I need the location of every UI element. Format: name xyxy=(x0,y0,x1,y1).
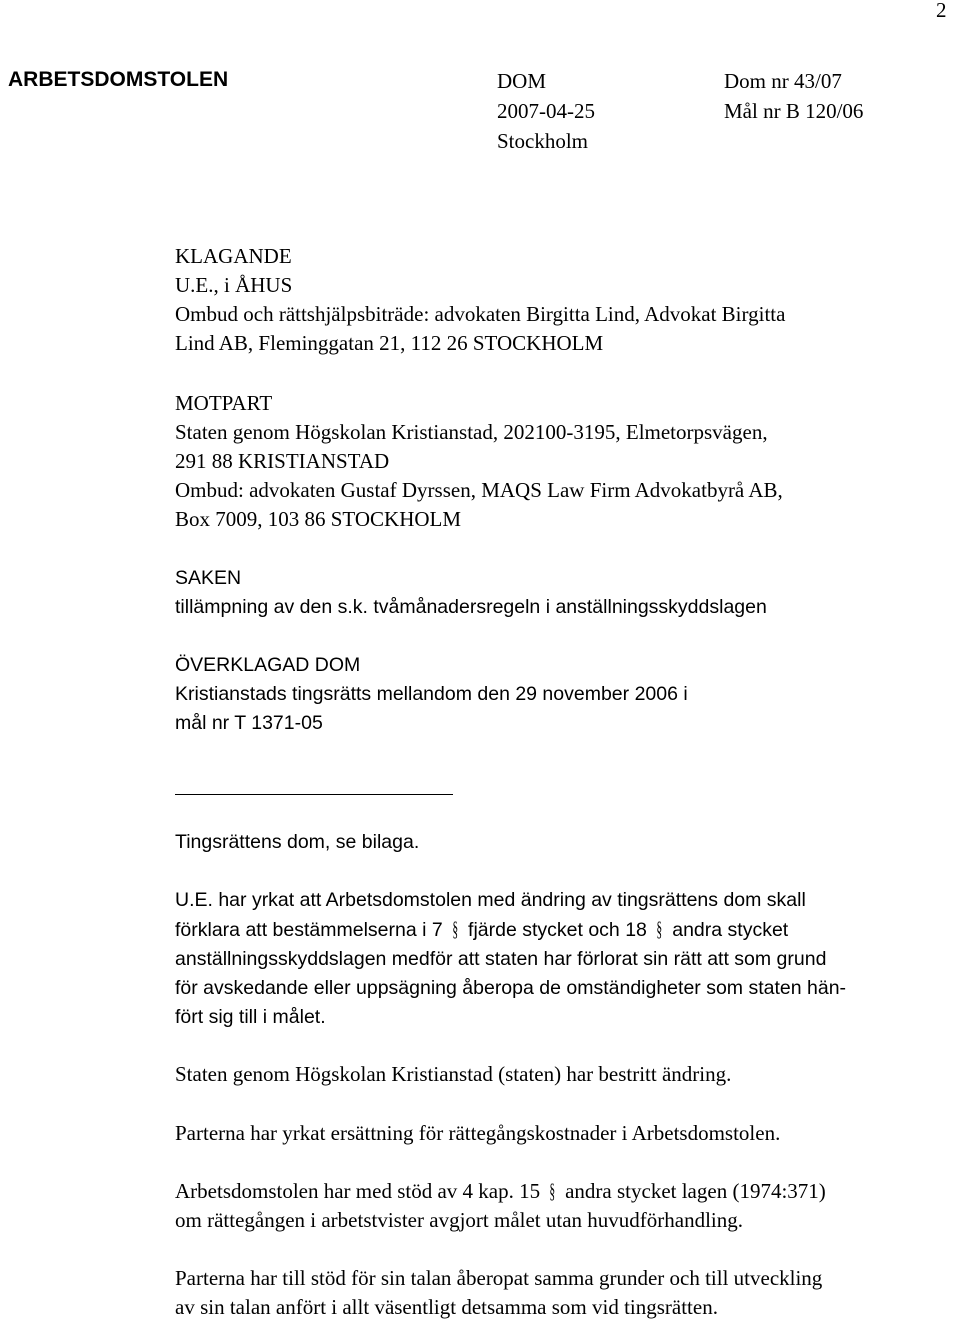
document-date: 2007-04-25 xyxy=(497,99,595,123)
overklagad-heading: ÖVERKLAGAD DOM xyxy=(175,654,361,676)
text-fragment: andra stycket lagen (1974:371) xyxy=(565,1179,826,1203)
motpart-line2: 291 88 KRISTIANSTAD xyxy=(175,449,390,473)
motpart-line4: Box 7009, 103 86 STOCKHOLM xyxy=(175,507,462,531)
saken-text: tillämpning av den s.k. tvåmånadersregeln i anställningsskyddslagen xyxy=(175,596,767,618)
paragraph-line xyxy=(175,915,955,945)
paragraph-line: för avskedande eller uppsägning åberopa de omständigheter som staten hän- xyxy=(175,977,847,999)
paragraph-stod xyxy=(175,1177,955,1235)
paragraph-yrkande xyxy=(175,886,955,1032)
overklagad-section xyxy=(175,651,955,738)
section-divider xyxy=(175,794,453,795)
paragraph-line xyxy=(175,1177,955,1206)
overklagad-line2: mål nr T 1371-05 xyxy=(175,712,323,734)
dom-number: Dom nr 43/07 xyxy=(724,69,842,93)
paragraph-line: av sin talan anfört i allt väsentligt detsamma som vid tingsrätten. xyxy=(175,1295,718,1319)
motpart-heading: MOTPART xyxy=(175,391,273,415)
document-place: Stockholm xyxy=(497,129,589,153)
paragraph-line: U.E. har yrkat att Arbetsdomstolen med ändring av tingsrättens dom skall xyxy=(175,889,806,911)
paragraph-bestritt: Staten genom Högskolan Kristianstad (staten) har bestritt ändring. xyxy=(175,1062,732,1086)
paragraph-line: Parterna har till stöd för sin talan åberopat samma grunder och till utveckling xyxy=(175,1266,823,1290)
paragraph-grunder xyxy=(175,1264,955,1322)
text-fragment: andra stycket xyxy=(672,919,789,941)
text-fragment: förklara att bestämmelserna i 7 xyxy=(175,919,443,941)
overklagad-line1: Kristianstads tingsrätts mellandom den 29 november 2006 i xyxy=(175,683,688,705)
klagande-ombud-line1: Ombud och rättshjälpsbiträde: advokaten Birgitta Lind, Advokat Birgitta xyxy=(175,302,786,326)
klagande-section xyxy=(175,242,955,358)
text-fragment: Arbetsdomstolen har med stöd av 4 kap. 15 xyxy=(175,1179,541,1203)
saken-section xyxy=(175,564,955,622)
saken-heading: SAKEN xyxy=(175,567,242,589)
klagande-heading: KLAGANDE xyxy=(175,244,292,268)
motpart-line3: Ombud: advokaten Gustaf Dyrssen, MAQS Law Firm Advokatbyrå AB, xyxy=(175,478,783,502)
tingsratt-note: Tingsrättens dom, se bilaga. xyxy=(175,831,420,853)
motpart-line1: Staten genom Högskolan Kristianstad, 202100-3195, Elmetorpsvägen, xyxy=(175,420,768,444)
motpart-section xyxy=(175,389,955,534)
document-type: DOM xyxy=(497,69,547,93)
paragraph-line: fört sig till i målet. xyxy=(175,1006,326,1028)
klagande-ombud-line2: Lind AB, Fleminggatan 21, 112 26 STOCKHOLM xyxy=(175,331,604,355)
text-fragment: fjärde stycket och 18 xyxy=(468,919,647,941)
paragraph-line: om rättegången i arbetstvister avgjort målet utan huvudförhandling. xyxy=(175,1208,744,1232)
court-name: ARBETSDOMSTOLEN xyxy=(8,68,229,91)
klagande-name: U.E., i ÅHUS xyxy=(175,273,293,297)
page-number: 2 xyxy=(936,0,947,22)
section-sign-icon: § xyxy=(452,917,459,941)
section-sign-icon: § xyxy=(656,917,663,941)
paragraph-line: anställningsskyddslagen medför att staten har förlorat sin rätt att som grund xyxy=(175,948,827,970)
paragraph-ersattning: Parterna har yrkat ersättning för rättegångskostnader i Arbetsdomstolen. xyxy=(175,1121,781,1145)
section-sign-icon: § xyxy=(549,1179,556,1203)
case-number: Mål nr B 120/06 xyxy=(724,99,864,123)
